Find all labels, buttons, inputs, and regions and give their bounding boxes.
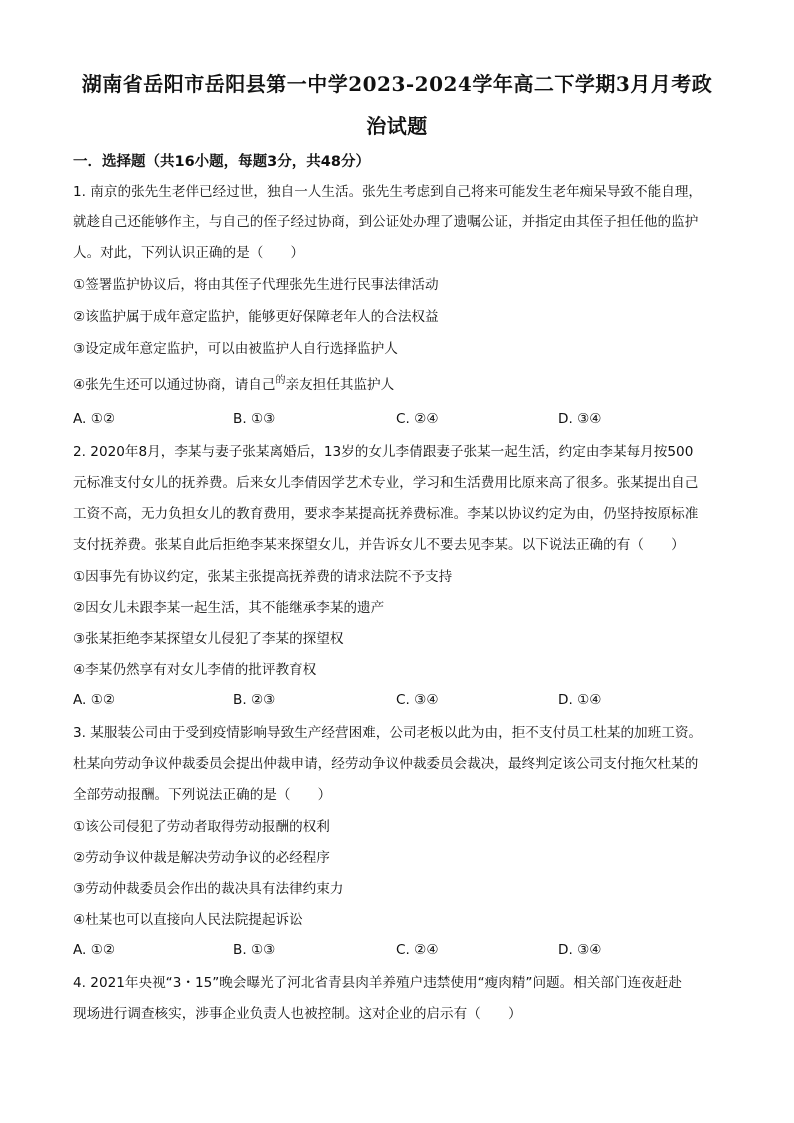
q1-statement-4-part-a: ④张先生还可以通过协商，请自己	[73, 377, 276, 393]
q3-statement-4: ④杜某也可以直接向人民法院提起诉讼	[73, 912, 303, 928]
q3-stem-line-2: 杜某向劳动争议仲裁委员会提出仲裁申请，经劳动争议仲裁委员会裁决，最终判定该公司支付拖欠杜某的	[73, 756, 699, 772]
q3-option-d: D. ③④	[558, 942, 602, 958]
q1-statement-2: ②该监护属于成年意定监护，能够更好保障老年人的合法权益	[73, 309, 439, 325]
q1-statement-1: ①签署监护协议后，将由其侄子代理张先生进行民事法律活动	[73, 277, 439, 293]
q2-stem-line-1: 2. 2020年8月，李某与妻子张某离婚后，13岁的女儿李倩跟妻子张某一起生活，约定由李某每月按500	[73, 444, 694, 460]
q1-option-d: D. ③④	[558, 411, 602, 427]
q3-option-c: C. ②④	[396, 942, 439, 958]
q2-statement-4: ④李某仍然享有对女儿李倩的批评教育权	[73, 662, 317, 678]
q2-stem-line-2: 元标准支付女儿的抚养费。后来女儿李倩因学艺术专业，学习和生活费用比原来高了很多。张某提出自己	[73, 475, 699, 491]
q2-option-a: A. ①②	[73, 692, 116, 708]
q1-statement-4-part-b: 亲友担任其监护人	[285, 377, 395, 393]
q1-statement-3: ③设定成年意定监护，可以由被监护人自行选择监护人	[73, 341, 398, 357]
q4-stem-line-2: 现场进行调查核实，涉事企业负责人也被控制。这对企业的启示有（ ）	[73, 1006, 522, 1022]
q3-statement-1: ①该公司侵犯了劳动者取得劳动报酬的权利	[73, 819, 330, 835]
q3-stem-line-3: 全部劳动报酬。下列说法正确的是（ ）	[73, 787, 332, 803]
q1-statement-4	[73, 376, 394, 396]
q2-statement-3: ③张某拒绝李某探望女儿侵犯了李某的探望权	[73, 631, 344, 647]
q3-option-a: A. ①②	[73, 942, 116, 958]
q2-option-c: C. ③④	[396, 692, 439, 708]
q2-statement-1: ①因事先有协议约定，张某主张提高抚养费的请求法院不予支持	[73, 569, 453, 585]
q1-stem-line-3: 人。对此，下列认识正确的是（ ）	[73, 245, 305, 261]
q1-statement-4-sup: 的	[275, 375, 286, 386]
q3-option-b: B. ①③	[233, 942, 276, 958]
q3-statement-2: ②劳动争议仲裁是解决劳动争议的必经程序	[73, 850, 330, 866]
q1-option-c: C. ②④	[396, 411, 439, 427]
exam-title-line-1: 湖南省岳阳市岳阳县第一中学2023-2024学年高二下学期3月月考政	[81, 72, 713, 96]
q1-option-b: B. ①③	[233, 411, 276, 427]
q1-option-a: A. ①②	[73, 411, 116, 427]
q2-option-b: B. ②③	[233, 692, 276, 708]
q1-stem-line-1: 1. 南京的张先生老伴已经过世，独自一人生活。张先生考虑到自己将来可能发生老年痴呆导致不能自理，	[73, 184, 703, 200]
q2-statement-2: ②因女儿未跟李某一起生活，其不能继承李某的遗产	[73, 600, 385, 616]
q3-statement-3: ③劳动仲裁委员会作出的裁决具有法律约束力	[73, 881, 344, 897]
q2-stem-line-3: 工资不高，无力负担女儿的教育费用，要求李某提高抚养费标准。李某以协议约定为由，仍坚持按原标准	[73, 506, 699, 522]
section-header: 一．选择题（共16小题，每题3分，共48分）	[73, 154, 370, 170]
q4-stem-line-1: 4. 2021年央视“3・15”晚会曝光了河北省青县肉羊养殖户违禁使用“瘦肉精”问题。相关部门连夜赶赴	[73, 975, 682, 991]
q2-stem-line-4: 支付抚养费。张某自此后拒绝李某来探望女儿，并告诉女儿不要去见李某。以下说法正确的有（ ）	[73, 537, 685, 553]
q3-stem-line-1: 3. 某服装公司由于受到疫情影响导致生产经营困难，公司老板以此为由，拒不支付员工杜某的加班工资。	[73, 725, 703, 741]
q2-option-d: D. ①④	[558, 692, 602, 708]
exam-title-line-2: 治试题	[366, 114, 428, 138]
q1-stem-line-2: 就趁自己还能够作主，与自己的侄子经过协商，到公证处办理了遗嘱公证，并指定由其侄子担任他的监护	[73, 214, 699, 230]
